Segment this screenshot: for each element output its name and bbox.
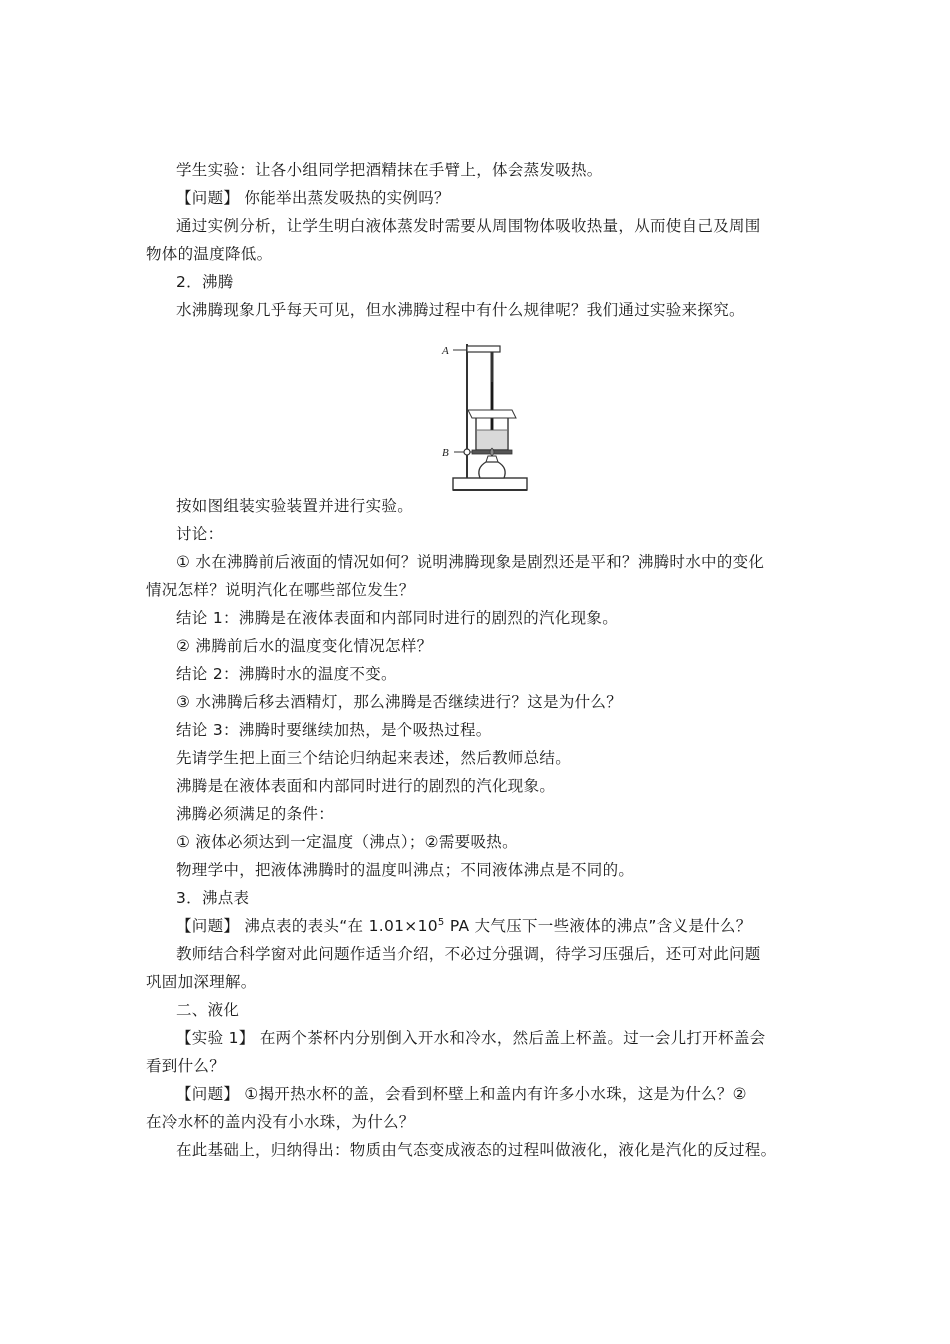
flame	[490, 448, 494, 456]
paragraph-line: 巩固加深理解。	[146, 973, 257, 991]
clamp-b	[464, 449, 470, 455]
section-heading: 二、液化	[176, 1001, 240, 1019]
section-heading: 2．沸腾	[176, 273, 234, 291]
paragraph-line: ③ 水沸腾后移去酒精灯，那么沸腾是否继续进行？这是为什么？	[176, 693, 623, 711]
lamp-neck	[486, 456, 498, 462]
paragraph-line: 物体的温度降低。	[146, 245, 273, 263]
paragraph-line: 讨论：	[176, 525, 224, 543]
paragraph-line: 看到什么？	[146, 1057, 226, 1075]
paragraph-line: 先请学生把上面三个结论归纳起来表述，然后教师总结。	[176, 749, 572, 767]
conclusion-line: 结论 3：沸腾时要继续加热，是个吸热过程。	[176, 721, 492, 739]
question-line	[176, 916, 816, 936]
paragraph-line: ① 液体必须达到一定温度（沸点）；②需要吸热。	[176, 833, 518, 851]
section-heading: 3．沸点表	[176, 889, 250, 907]
exponent: 5	[437, 916, 445, 928]
paragraph-line: 沸腾必须满足的条件：	[176, 805, 335, 823]
paragraph-line: 在冷水杯的盖内没有小水珠，为什么？	[146, 1113, 415, 1131]
paragraph-line: 学生实验：让各小组同学把酒精抹在手臂上，体会蒸发吸热。	[176, 161, 603, 179]
paragraph-line: 教师结合科学窗对此问题作适当介绍，不必过分强调，待学习压强后，还可对此问题	[176, 945, 761, 963]
label-b: B	[442, 447, 449, 459]
paragraph-line: 沸腾是在液体表面和内部同时进行的剧烈的汽化现象。	[176, 777, 556, 795]
conclusion-line: 结论 1：沸腾是在液体表面和内部同时进行的剧烈的汽化现象。	[176, 609, 618, 627]
label-a: A	[442, 345, 449, 357]
paragraph-line: 水沸腾现象几乎每天可见，但水沸腾过程中有什么规律呢？我们通过实验来探究。	[176, 301, 745, 319]
paragraph-line: ② 沸腾前后水的温度变化情况怎样？	[176, 637, 433, 655]
conclusion-line: 结论 2：沸腾时水的温度不变。	[176, 665, 397, 683]
question-text-after: PA 大气压下一些液体的沸点”含义是什么？	[444, 917, 752, 935]
boiling-apparatus-figure	[420, 332, 535, 498]
paragraph-line: 在此基础上，归纳得出：物质由气态变成液态的过程叫做液化，液化是汽化的反过程。	[176, 1141, 777, 1159]
question-text-before: 【问题】 沸点表的表头“在 1.01×10	[176, 917, 438, 935]
paragraph-line: 情况怎样？说明汽化在哪些部位发生？	[146, 581, 415, 599]
question-line: 【问题】 你能举出蒸发吸热的实例吗？	[176, 189, 450, 207]
experiment-line: 【实验 1】 在两个茶杯内分别倒入开水和冷水，然后盖上杯盖。过一会儿打开杯盖会	[176, 1029, 766, 1047]
paragraph-line: 物理学中，把液体沸腾时的温度叫沸点；不同液体沸点是不同的。	[176, 861, 635, 879]
stand-base	[453, 478, 527, 490]
paragraph-line: 通过实例分析，让学生明白液体蒸发时需要从周围物体吸收热量，从而使自己及周围	[176, 217, 761, 235]
question-line: 【问题】 ①揭开热水杯的盖，会看到杯壁上和盖内有许多小水珠，这是为什么？②	[176, 1085, 747, 1103]
paragraph-line: ① 水在沸腾前后液面的情况如何？说明沸腾现象是剧烈还是平和？沸腾时水中的变化	[176, 553, 765, 571]
clamp-a	[467, 346, 500, 352]
paragraph-line: 按如图组装实验装置并进行实验。	[176, 497, 414, 515]
alcohol-lamp	[479, 462, 505, 478]
